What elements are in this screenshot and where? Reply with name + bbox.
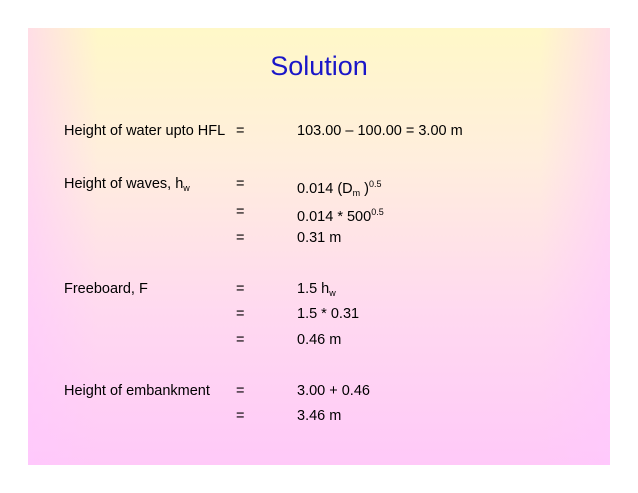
waves-label xyxy=(64,174,190,198)
waves-result: 0.31 m xyxy=(297,230,342,246)
hfl-row xyxy=(28,121,610,141)
freeboard-label: Freeboard, F xyxy=(64,281,148,297)
hfl-label: Height of water upto HFL xyxy=(64,123,226,139)
freeboard-substitution: 1.5 * 0.31 xyxy=(297,306,360,322)
embankment-sum: 3.00 + 0.46 xyxy=(297,383,370,399)
waves-row-1 xyxy=(28,174,610,198)
equals-sign: = xyxy=(236,123,245,139)
equals-sign: = xyxy=(236,281,245,297)
equals-sign: = xyxy=(236,204,245,220)
freeboard-formula xyxy=(297,279,336,303)
hfl-value: 103.00 – 100.00 = 3.00 m xyxy=(297,123,463,139)
freeboard-row-3 xyxy=(28,330,610,350)
waves-formula-pre: 0.014 (D xyxy=(297,181,353,197)
freeboard-result: 0.46 m xyxy=(297,332,342,348)
waves-label-sub: w xyxy=(183,183,190,193)
equals-sign: = xyxy=(236,176,245,192)
freeboard-formula-sub: w xyxy=(329,288,336,298)
slide-title: Solution xyxy=(270,51,368,81)
waves-formula-sup: 0.5 xyxy=(368,179,382,189)
waves-substitution-sup: 0.5 xyxy=(371,207,384,217)
slide xyxy=(28,28,610,465)
freeboard-formula-pre: 1.5 h xyxy=(297,281,330,297)
waves-label-text: Height of waves, h xyxy=(64,176,184,192)
equals-sign: = xyxy=(236,306,245,322)
equals-sign: = xyxy=(236,332,245,348)
waves-formula-post: ) xyxy=(360,181,369,197)
waves-formula-sub: m xyxy=(352,188,361,198)
waves-substitution-pre: 0.014 * 500 xyxy=(297,209,372,225)
equals-sign: = xyxy=(236,383,245,399)
waves-row-3 xyxy=(28,228,610,248)
waves-formula xyxy=(297,174,382,203)
freeboard-row-1 xyxy=(28,279,610,299)
embankment-row-2 xyxy=(28,406,610,426)
equals-sign: = xyxy=(236,408,245,424)
embankment-result: 3.46 m xyxy=(297,408,342,424)
equals-sign: = xyxy=(236,230,245,246)
waves-row-2 xyxy=(28,202,610,225)
embankment-row-1 xyxy=(28,381,610,401)
waves-substitution xyxy=(297,202,384,227)
freeboard-row-2 xyxy=(28,304,610,324)
embankment-label: Height of embankment xyxy=(64,383,210,399)
